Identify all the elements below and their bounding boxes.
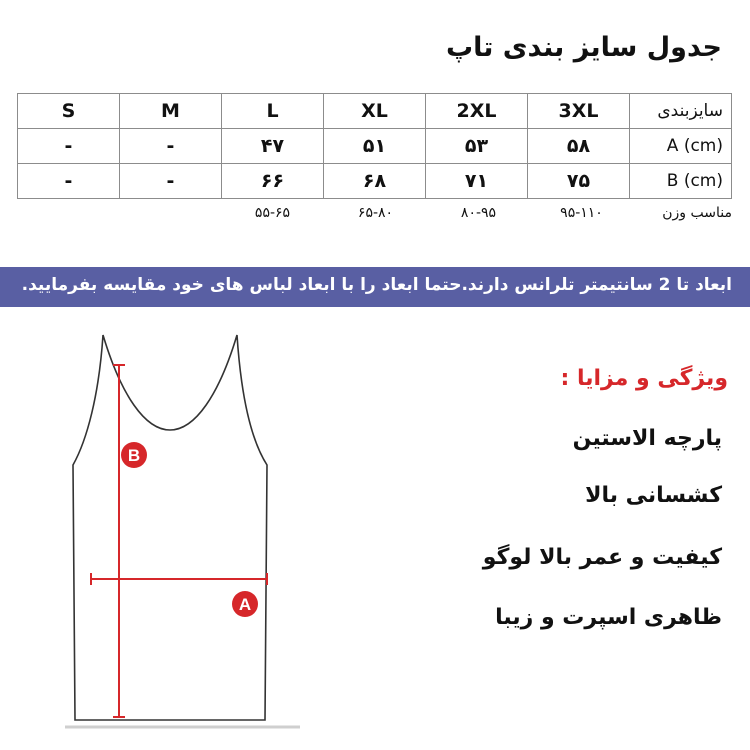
marker-b-label: B bbox=[127, 446, 141, 465]
size-header: 2XL bbox=[426, 94, 528, 129]
weight-value: ۸۰-۹۵ bbox=[460, 205, 497, 221]
size-table bbox=[17, 93, 732, 199]
marker-a-label: A bbox=[238, 595, 252, 614]
size-header: L bbox=[222, 94, 324, 129]
row-label-b: B (cm) bbox=[630, 164, 732, 199]
row-label-a: A (cm) bbox=[630, 129, 732, 164]
weight-label: مناسب وزن bbox=[662, 205, 732, 221]
feature-item: کیفیت و عمر بالا لوگو bbox=[482, 545, 722, 570]
tank-top-outline bbox=[73, 335, 267, 720]
table-row-a bbox=[18, 129, 732, 164]
table-cell: ۵۸ bbox=[528, 129, 630, 164]
size-header: 3XL bbox=[528, 94, 630, 129]
weight-row bbox=[17, 205, 732, 225]
table-cell: - bbox=[120, 129, 222, 164]
tank-top-diagram bbox=[55, 325, 305, 735]
feature-item: کشسانی بالا bbox=[585, 483, 722, 508]
features-heading: ویژگی و مزایا : bbox=[560, 366, 728, 391]
size-header: M bbox=[120, 94, 222, 129]
size-column-label: سایزبندی bbox=[630, 94, 732, 129]
table-cell: ۵۳ bbox=[426, 129, 528, 164]
notice-text: ابعاد تا 2 سانتیمتر تلرانس دارند.حتما ابعاد را با ابعاد لباس های خود مقایسه بفرمایید. bbox=[21, 275, 732, 295]
table-row-b bbox=[18, 164, 732, 199]
table-cell: ۷۱ bbox=[426, 164, 528, 199]
size-header: S bbox=[18, 94, 120, 129]
table-header-row bbox=[18, 94, 732, 129]
weight-value: ۶۵-۸۰ bbox=[357, 205, 394, 221]
table-cell: - bbox=[18, 164, 120, 199]
table-cell: ۴۷ bbox=[222, 129, 324, 164]
weight-value: ۹۵-۱۱۰ bbox=[560, 205, 603, 221]
notice-banner bbox=[0, 267, 750, 307]
page-title: جدول سایز بندی تاپ bbox=[446, 32, 722, 63]
table-cell: ۶۶ bbox=[222, 164, 324, 199]
feature-item: ظاهری اسپرت و زیبا bbox=[495, 605, 722, 630]
table-cell: ۷۵ bbox=[528, 164, 630, 199]
table-cell: - bbox=[18, 129, 120, 164]
feature-item: پارچه الاستین bbox=[572, 426, 722, 451]
table-cell: ۶۸ bbox=[324, 164, 426, 199]
table-cell: - bbox=[120, 164, 222, 199]
table-cell: ۵۱ bbox=[324, 129, 426, 164]
size-header: XL bbox=[324, 94, 426, 129]
weight-value: ۵۵-۶۵ bbox=[254, 205, 291, 221]
